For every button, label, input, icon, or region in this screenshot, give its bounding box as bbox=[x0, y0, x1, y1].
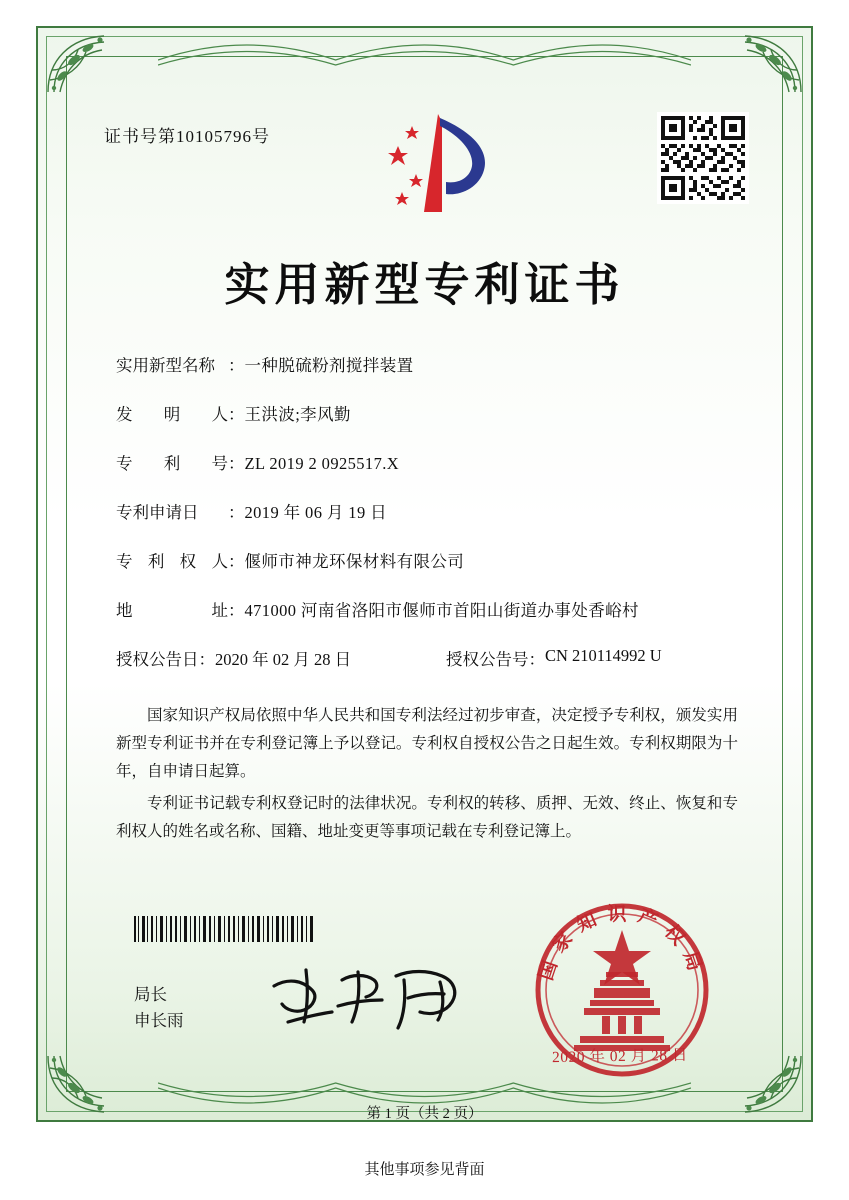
field-label-char: 址 bbox=[211, 601, 228, 620]
field-colon: ： bbox=[528, 650, 545, 669]
svg-text:国家知识产权局: 国家知识产权局 bbox=[534, 903, 710, 984]
field-row-patent-number bbox=[116, 450, 736, 474]
director-name-label: 申长雨 bbox=[134, 1011, 184, 1030]
field-label bbox=[116, 597, 228, 621]
legal-paragraph-2: 专利证书记载专利权登记时的法律状况。专利权的转移、质押、无效、终止、恢复和专利权人的姓名或名称、国籍、地址变更等事项记载在专利登记簿上。 bbox=[116, 795, 738, 840]
legal-text-block bbox=[116, 702, 738, 850]
seal-date: 2020 年 02 月 28 日 bbox=[551, 1046, 689, 1067]
field-colon: ： bbox=[228, 601, 245, 620]
barcode-icon bbox=[134, 916, 314, 942]
back-page-note: 其他事项参见背面 bbox=[364, 1162, 485, 1178]
director-title-label: 局长 bbox=[134, 985, 167, 1004]
grant-announcement-number bbox=[446, 646, 662, 670]
field-value-address: 471000 河南省洛阳市偃师市首阳山街道办事处香峪村 bbox=[244, 601, 639, 620]
field-colon: ： bbox=[228, 503, 245, 522]
field-value-grant-date: 2020 年 02 月 28 日 bbox=[215, 650, 352, 669]
page-title: 实用新型专利证书 bbox=[224, 258, 625, 311]
field-label: 授权公告日 bbox=[116, 650, 199, 669]
field-label-char: 专 bbox=[116, 552, 133, 571]
field-colon: ： bbox=[228, 552, 245, 571]
field-list bbox=[116, 352, 736, 682]
field-row-utility-model-name bbox=[116, 352, 736, 376]
field-label-char: 专 bbox=[116, 454, 133, 473]
field-label-char: 发 bbox=[116, 405, 133, 424]
field-colon: ： bbox=[198, 650, 215, 669]
field-label-char: 人 bbox=[211, 405, 228, 424]
field-label-char: 利 bbox=[163, 454, 181, 473]
field-label-char: 人 bbox=[211, 552, 228, 571]
field-label: 授权公告号 bbox=[446, 650, 529, 669]
field-colon: ： bbox=[228, 356, 245, 375]
field-label bbox=[116, 401, 228, 425]
field-value-inventor: 王洪波;李风勤 bbox=[244, 405, 351, 424]
field-value-grant-number: CN 210114992 U bbox=[545, 646, 662, 665]
field-label: 实用新型名称 bbox=[116, 356, 215, 375]
certificate-number: 证书号第10105796号 bbox=[104, 127, 270, 146]
cnipa-logo-icon bbox=[372, 108, 504, 220]
field-label-char: 利 bbox=[147, 552, 165, 571]
field-value-utility-model-name: 一种脱硫粉剂搅拌装置 bbox=[244, 356, 414, 375]
grant-announcement-date bbox=[116, 646, 446, 670]
field-colon: ： bbox=[228, 405, 245, 424]
field-row-grant bbox=[116, 646, 736, 670]
legal-paragraph-1: 国家知识产权局依照中华人民共和国专利法经过初步审查，决定授予专利权，颁发实用新型专利证书并在专利登记簿上予以登记。专利权自授权公告之日起生效。专利权期限为十年，自申请日起算。 bbox=[116, 707, 738, 780]
page-number-footer: 第 1 页（共 2 页） bbox=[366, 1106, 483, 1122]
field-row-patentee bbox=[116, 548, 736, 572]
qr-code-icon bbox=[657, 112, 749, 204]
field-label: 专利申请日 bbox=[116, 503, 199, 522]
field-row-inventor bbox=[116, 401, 736, 425]
field-label-char: 地 bbox=[116, 601, 133, 620]
field-label-char: 号 bbox=[211, 454, 228, 473]
field-value-patentee: 偃师市神龙环保材料有限公司 bbox=[244, 552, 465, 571]
field-value-application-date: 2019 年 06 月 19 日 bbox=[244, 503, 388, 522]
field-label bbox=[116, 548, 228, 572]
handwritten-signature-icon bbox=[268, 960, 478, 1036]
field-row-application-date bbox=[116, 499, 736, 523]
field-label-char: 权 bbox=[179, 552, 197, 571]
field-label bbox=[116, 450, 228, 474]
field-label-char: 明 bbox=[163, 405, 181, 424]
signature-labels bbox=[134, 982, 184, 1034]
field-row-address bbox=[116, 597, 736, 621]
field-colon: ： bbox=[228, 454, 245, 473]
field-value-patent-number: ZL 2019 2 0925517.X bbox=[244, 454, 400, 473]
